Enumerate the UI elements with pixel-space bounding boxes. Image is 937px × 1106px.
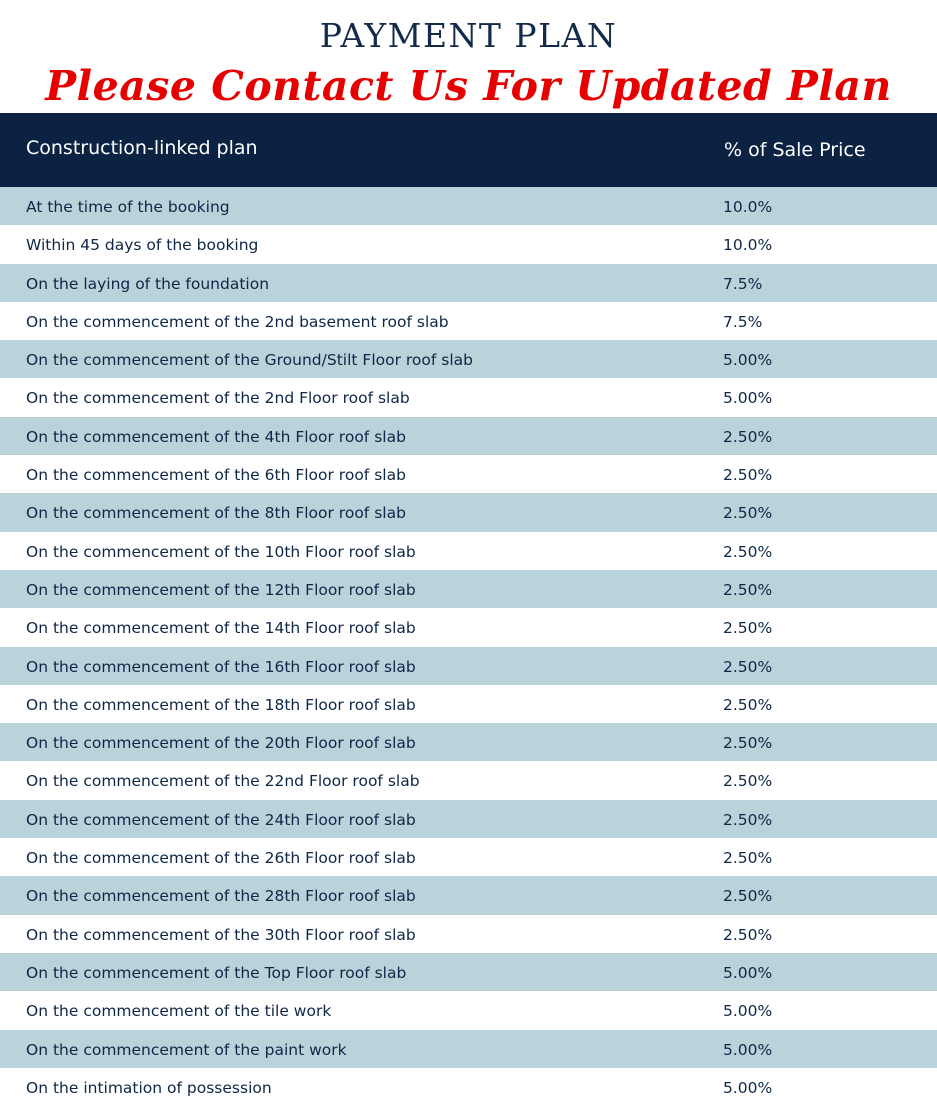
stage-cell: At the time of the booking bbox=[26, 198, 230, 216]
table-row bbox=[0, 455, 937, 493]
table-header bbox=[0, 113, 937, 187]
stage-cell: On the commencement of the 10th Floor roof slab bbox=[26, 542, 416, 561]
table-row bbox=[0, 532, 937, 570]
stage-cell: On the commencement of the 22nd Floor roof slab bbox=[26, 772, 420, 791]
table-row bbox=[0, 723, 937, 761]
percent-cell: 2.50% bbox=[723, 657, 773, 676]
percent-cell: 2.50% bbox=[723, 542, 773, 561]
table-row bbox=[0, 302, 937, 340]
percent-cell: 2.50% bbox=[723, 925, 773, 944]
table-row bbox=[0, 991, 937, 1029]
stage-cell: On the laying of the foundation bbox=[26, 274, 270, 293]
percent-cell: 2.50% bbox=[723, 734, 773, 753]
percent-cell: 7.5% bbox=[723, 274, 763, 293]
percent-cell: 5.00% bbox=[723, 1040, 773, 1059]
percent-cell: 5.00% bbox=[723, 351, 773, 370]
header-percent: % of Sale Price bbox=[724, 139, 866, 161]
percent-cell: 2.50% bbox=[723, 466, 773, 485]
table-row bbox=[0, 761, 937, 799]
stage-cell: On the commencement of the Ground/Stilt Floor roof slab bbox=[26, 351, 473, 370]
payment-table-body bbox=[0, 187, 937, 1106]
stage-cell: On the commencement of the 18th Floor roof slab bbox=[26, 695, 416, 714]
percent-cell: 2.50% bbox=[723, 504, 773, 523]
percent-cell: 5.00% bbox=[723, 1078, 773, 1097]
percent-cell: 2.50% bbox=[723, 887, 773, 906]
percent-cell: 10.0% bbox=[723, 198, 773, 216]
table-row bbox=[0, 647, 937, 685]
stage-cell: On the commencement of the 6th Floor roof slab bbox=[26, 466, 406, 485]
percent-cell: 5.00% bbox=[723, 1002, 773, 1021]
table-row bbox=[0, 493, 937, 531]
stage-cell: On the commencement of the 26th Floor roof slab bbox=[26, 849, 416, 868]
table-row bbox=[0, 570, 937, 608]
stage-cell: On the commencement of the 2nd basement roof slab bbox=[26, 312, 449, 331]
stage-cell: On the commencement of the 28th Floor roof slab bbox=[26, 887, 416, 906]
percent-cell: 2.50% bbox=[723, 619, 773, 638]
percent-cell: 2.50% bbox=[723, 580, 773, 599]
table-row bbox=[0, 378, 937, 416]
contact-notice: Please Contact Us For Updated Plan bbox=[45, 62, 892, 110]
percent-cell: 2.50% bbox=[723, 849, 773, 868]
stage-cell: On the commencement of the 16th Floor roof slab bbox=[26, 657, 416, 676]
stage-cell: On the commencement of the paint work bbox=[26, 1040, 347, 1059]
table-row bbox=[0, 340, 937, 378]
percent-cell: 5.00% bbox=[723, 389, 773, 408]
percent-cell: 2.50% bbox=[723, 427, 773, 446]
stage-cell: On the commencement of the Top Floor roof slab bbox=[26, 963, 407, 982]
table-row bbox=[0, 838, 937, 876]
table-row bbox=[0, 953, 937, 991]
table-row bbox=[0, 417, 937, 455]
table-row bbox=[0, 608, 937, 646]
stage-cell: On the commencement of the 4th Floor roof slab bbox=[26, 427, 406, 446]
stage-cell: On the commencement of the 24th Floor roof slab bbox=[26, 810, 416, 829]
table-row bbox=[0, 187, 937, 225]
table-row bbox=[0, 876, 937, 914]
table-row bbox=[0, 225, 937, 263]
header-stage: Construction-linked plan bbox=[26, 137, 258, 159]
table-row bbox=[0, 685, 937, 723]
stage-cell: Within 45 days of the booking bbox=[26, 236, 259, 255]
stage-cell: On the commencement of the 8th Floor roof slab bbox=[26, 504, 406, 523]
stage-cell: On the commencement of the 12th Floor roof slab bbox=[26, 580, 416, 599]
stage-cell: On the commencement of the 30th Floor roof slab bbox=[26, 925, 416, 944]
table-row bbox=[0, 915, 937, 953]
stage-cell: On the commencement of the 20th Floor roof slab bbox=[26, 734, 416, 753]
percent-cell: 2.50% bbox=[723, 695, 773, 714]
stage-cell: On the commencement of the 14th Floor roof slab bbox=[26, 619, 416, 638]
table-row bbox=[0, 1030, 937, 1068]
page-title: PAYMENT PLAN bbox=[319, 16, 618, 55]
table-row bbox=[0, 264, 937, 302]
percent-cell: 5.00% bbox=[723, 963, 773, 982]
percent-cell: 2.50% bbox=[723, 772, 773, 791]
percent-cell: 7.5% bbox=[723, 312, 763, 331]
table-row bbox=[0, 1068, 937, 1106]
table-row bbox=[0, 800, 937, 838]
stage-cell: On the commencement of the tile work bbox=[26, 1002, 332, 1021]
percent-cell: 2.50% bbox=[723, 810, 773, 829]
percent-cell: 10.0% bbox=[723, 236, 773, 255]
stage-cell: On the intimation of possession bbox=[26, 1078, 272, 1097]
stage-cell: On the commencement of the 2nd Floor roof slab bbox=[26, 389, 410, 408]
